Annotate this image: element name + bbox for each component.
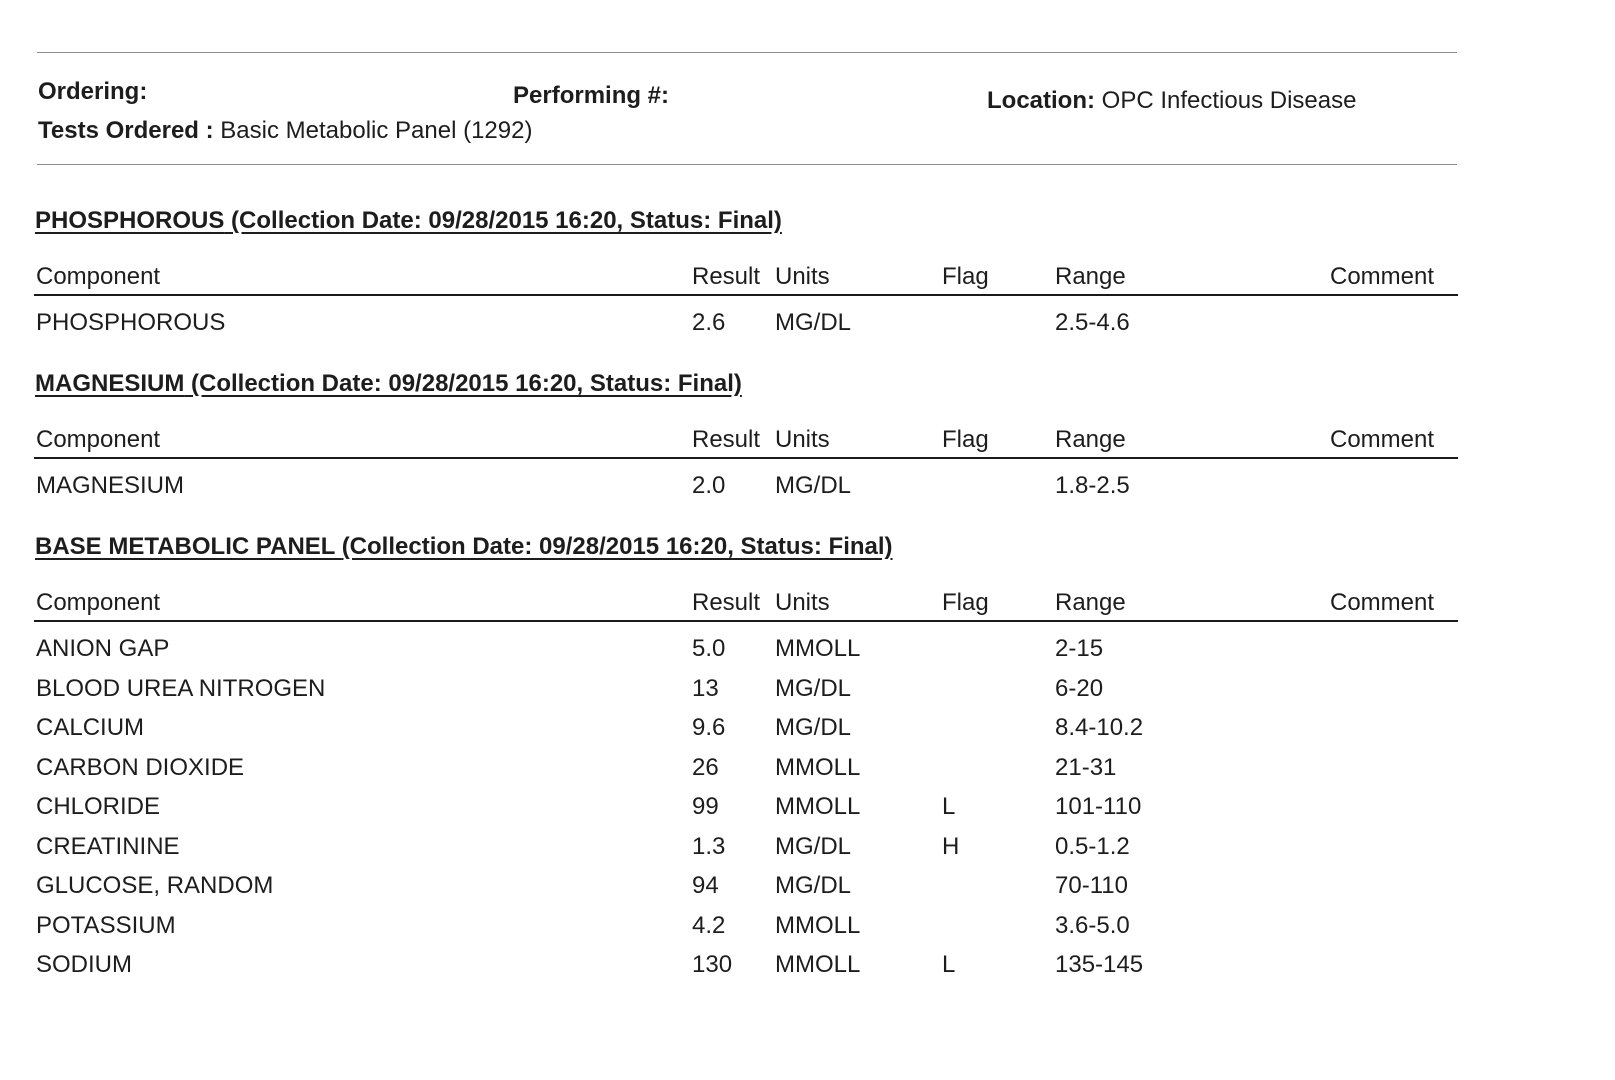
cell-range: 2-15 xyxy=(1055,635,1104,662)
cell-units: MG/DL xyxy=(775,674,852,702)
cell-range: 21-31 xyxy=(1055,753,1117,781)
column-header-rule xyxy=(34,294,1458,296)
column-header-rule xyxy=(34,620,1458,622)
cell-units: MG/DL xyxy=(775,309,852,336)
header-top-rule xyxy=(37,52,1457,53)
cell-units: MG/DL xyxy=(775,832,852,860)
cell-flag: H xyxy=(942,832,960,860)
section-title xyxy=(35,207,782,235)
column-header-units: Units xyxy=(775,426,830,453)
cell-result: 99 xyxy=(692,793,719,820)
cell-flag: L xyxy=(942,793,956,820)
cell-units: MMOLL xyxy=(775,951,861,978)
cell-range: 101-110 xyxy=(1055,793,1142,820)
tests-ordered-field xyxy=(38,117,532,145)
cell-result: 94 xyxy=(692,872,719,899)
cell-component: GLUCOSE, RANDOM xyxy=(36,872,274,899)
cell-units: MMOLL xyxy=(775,753,861,781)
cell-result: 130 xyxy=(692,951,733,978)
section-title-detail: (Collection Date: 09/28/2015 16:20, Status: Final) xyxy=(341,533,893,560)
column-header-flag: Flag xyxy=(942,263,989,290)
cell-result: 9.6 xyxy=(692,714,726,741)
cell-result: 5.0 xyxy=(692,635,726,662)
location-label: Location: xyxy=(987,87,1095,114)
column-header-result: Result xyxy=(692,426,761,453)
location-value: OPC Infectious Disease xyxy=(1101,87,1357,114)
column-header-flag: Flag xyxy=(942,589,989,616)
cell-component: MAGNESIUM xyxy=(36,472,185,499)
cell-flag: L xyxy=(942,951,956,978)
cell-range: 135-145 xyxy=(1055,951,1144,978)
cell-component: POTASSIUM xyxy=(36,911,176,939)
column-header-component: Component xyxy=(36,263,161,290)
cell-units: MG/DL xyxy=(775,872,852,899)
column-header-range: Range xyxy=(1055,589,1126,616)
cell-range: 6-20 xyxy=(1055,674,1104,702)
cell-units: MMOLL xyxy=(775,635,861,662)
column-header-comment: Comment xyxy=(1330,426,1435,453)
cell-units: MG/DL xyxy=(775,472,852,499)
cell-result: 13 xyxy=(692,674,719,702)
column-header-component: Component xyxy=(36,589,161,616)
column-header-comment: Comment xyxy=(1330,589,1435,616)
cell-range: 2.5-4.6 xyxy=(1055,309,1130,336)
cell-range: 0.5-1.2 xyxy=(1055,832,1130,860)
cell-component: CREATININE xyxy=(36,832,180,860)
column-header-range: Range xyxy=(1055,426,1126,453)
cell-range: 8.4-10.2 xyxy=(1055,714,1144,741)
cell-component: SODIUM xyxy=(36,951,132,978)
cell-result: 2.6 xyxy=(692,309,726,336)
column-header-range: Range xyxy=(1055,263,1126,290)
ordering-label: Ordering: xyxy=(38,78,148,105)
column-header-units: Units xyxy=(775,263,830,290)
cell-component: CHLORIDE xyxy=(36,793,161,820)
section-title xyxy=(35,533,893,561)
cell-component: CARBON DIOXIDE xyxy=(36,753,245,781)
cell-component: ANION GAP xyxy=(36,635,170,662)
cell-component: BLOOD UREA NITROGEN xyxy=(36,674,326,702)
cell-result: 2.0 xyxy=(692,472,726,499)
cell-units: MMOLL xyxy=(775,793,861,820)
column-header-comment: Comment xyxy=(1330,263,1435,290)
column-header-rule xyxy=(34,457,1458,459)
cell-result: 1.3 xyxy=(692,832,726,860)
column-header-result: Result xyxy=(692,263,761,290)
section-title-detail: (Collection Date: 09/28/2015 16:20, Status: Final) xyxy=(231,207,782,234)
tests-ordered-label: Tests Ordered : xyxy=(38,117,214,144)
header-bottom-rule xyxy=(37,164,1457,165)
cell-range: 1.8-2.5 xyxy=(1055,472,1130,499)
section-title-name: MAGNESIUM xyxy=(35,370,185,397)
column-header-flag: Flag xyxy=(942,426,989,453)
column-header-units: Units xyxy=(775,589,830,616)
section-title-detail: (Collection Date: 09/28/2015 16:20, Status: Final) xyxy=(191,370,742,397)
section-title xyxy=(35,370,742,398)
cell-range: 70-110 xyxy=(1055,872,1128,899)
cell-range: 3.6-5.0 xyxy=(1055,911,1130,939)
cell-result: 4.2 xyxy=(692,911,726,939)
performing-label: Performing #: xyxy=(513,82,670,109)
location-field xyxy=(987,87,1356,115)
cell-units: MG/DL xyxy=(775,714,852,741)
section-title-name: BASE METABOLIC PANEL xyxy=(35,533,336,560)
cell-units: MMOLL xyxy=(775,911,861,939)
column-header-result: Result xyxy=(692,589,761,616)
section-title-name: PHOSPHOROUS xyxy=(35,207,225,234)
cell-component: CALCIUM xyxy=(36,714,145,741)
column-header-component: Component xyxy=(36,426,161,453)
cell-result: 26 xyxy=(692,753,719,781)
cell-component: PHOSPHOROUS xyxy=(36,309,226,336)
tests-ordered-value: Basic Metabolic Panel (1292) xyxy=(220,117,533,144)
